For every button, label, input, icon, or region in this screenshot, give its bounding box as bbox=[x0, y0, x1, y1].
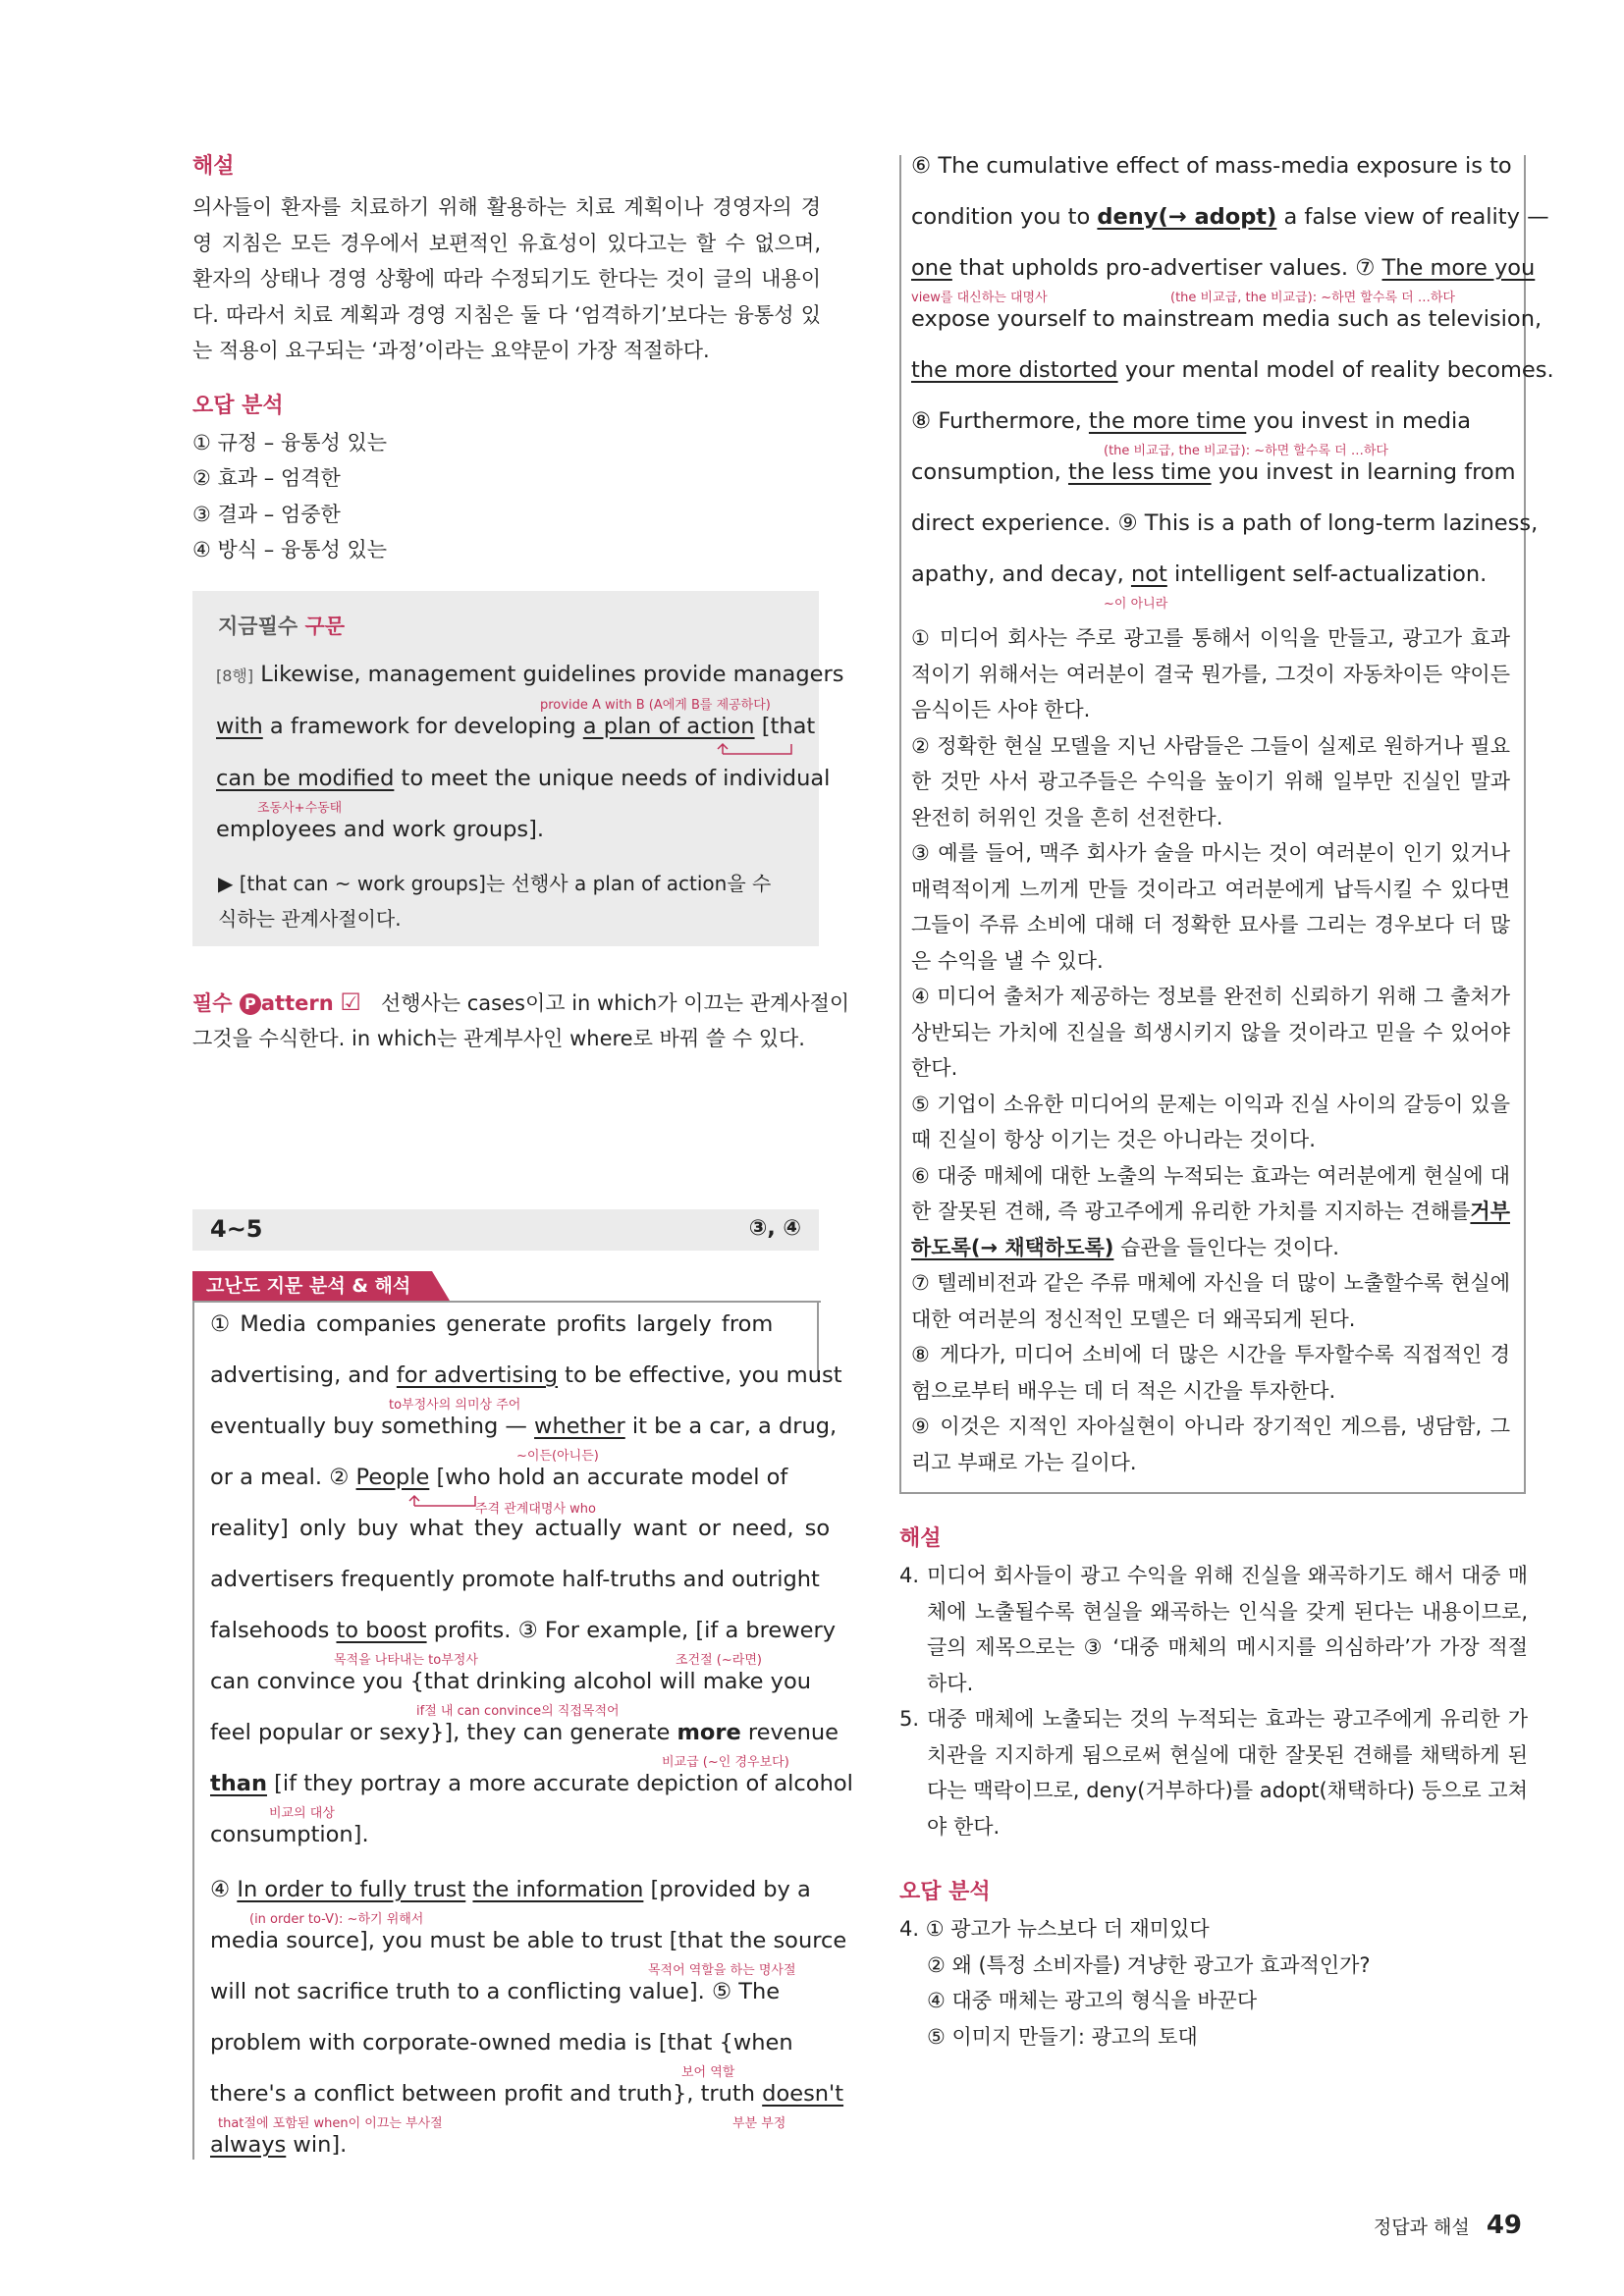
section-header-4-5 bbox=[192, 1209, 819, 1251]
gumun-line-3: can be modified to meet the unique needs of individual bbox=[216, 766, 831, 791]
annotation: if절 내 can convince의 직접목적어 bbox=[416, 1704, 620, 1719]
haeseol-title: 해설 bbox=[192, 154, 235, 179]
pattern-check-icon: ☑ bbox=[340, 988, 361, 1016]
passage-line: direct experience. ⑨ This is a path of long-term laziness, bbox=[911, 510, 1539, 536]
passage-line: advertisers frequently promote half-truths and outright bbox=[210, 1567, 820, 1592]
gumun-line-4: employees and work groups]. bbox=[216, 817, 545, 842]
annotation: 조건절 (~라면) bbox=[676, 1653, 762, 1668]
gumun-title: 지금필수 구문 bbox=[218, 614, 346, 638]
passage-line: feel popular or sexy}], they can generate more revenue bbox=[210, 1720, 839, 1745]
left-haeseol-section bbox=[192, 149, 821, 568]
passage-line: the more distorted your mental model of reality becomes. bbox=[911, 357, 1554, 383]
gumun-annotation-provide: provide A with B (A에게 B를 제공하다) bbox=[540, 698, 771, 713]
haeseol-body: 의사들이 환자를 치료하기 위해 활용하는 치료 계획이나 경영자의 경영 지침은 모든 경우에서 보편적인 유효성이 있다고는 할 수 없으며, 환자의 상태나 경영 상황에 따라 수정되기도 한다는 것이 글의 내용이다. 따라서 치료 계획과 경영 지침은 둘 다 ‘엄격하기’보다는 융통성 있는 적용이 요구되는 ‘과정’이라는 요약문이 가장 적절하다. bbox=[192, 195, 821, 362]
annotation: 목적어 역할을 하는 명사절 bbox=[648, 1963, 796, 1978]
annotation: 부분 부정 bbox=[732, 2116, 786, 2131]
arrow-icon bbox=[406, 1492, 485, 1510]
passage-line: consumption, the less time you invest in learning from bbox=[911, 459, 1516, 485]
passage-line: ⑧ Furthermore, the more time you invest in media bbox=[911, 408, 1472, 434]
odap-item: 4. ① 광고가 뉴스보다 더 재미있다 bbox=[899, 1917, 1210, 1941]
odap-list bbox=[192, 425, 821, 568]
footer-label: 정답과 해설 bbox=[1373, 2216, 1470, 2238]
gumun-annotation-passive: 조동사+수동태 bbox=[257, 801, 343, 816]
odap-item: ① 규정 – 융통성 있는 bbox=[192, 430, 388, 454]
annotation: 비교급 (~인 경우보다) bbox=[662, 1755, 789, 1770]
passage-line: ① Media companies generate profits largely from bbox=[210, 1311, 774, 1337]
pattern-note bbox=[192, 985, 850, 1056]
odap-item: ④ 방식 – 융통성 있는 bbox=[192, 538, 388, 561]
gumun-line-2: with a framework for developing a plan of action [that bbox=[216, 714, 816, 739]
passage-line: falsehoods to boost profits. ③ For example, [if a brewery bbox=[210, 1618, 837, 1643]
trans-item: ① 미디어 회사는 주로 광고를 통해서 이익을 만들고, 광고가 효과적이기 위해서는 여러분이 결국 뭔가를, 그것이 자동차이든 약이든 음식이든 사야 한다. bbox=[911, 626, 1510, 721]
section-tab: 고난도 지문 분석 & 해석 bbox=[192, 1271, 432, 1301]
odap-item: ③ 결과 – 엄중한 bbox=[192, 502, 341, 526]
annotation: (in order to-V): ~하기 위해서 bbox=[249, 1912, 424, 1927]
trans-item: ⑧ 게다가, 미디어 소비에 더 많은 시간을 투자할수록 직접적인 경험으로부터 배우는 데 더 적은 시간을 투자한다. bbox=[911, 1343, 1510, 1403]
section-answers: ③, ④ bbox=[748, 1216, 801, 1241]
passage-line: advertising, and for advertising to be effective, you must bbox=[210, 1362, 842, 1388]
right-haeseol-section bbox=[899, 1522, 1528, 1844]
gumun-note-1: ▶ [that can ~ work groups]는 선행사 a plan of action을 수 bbox=[218, 872, 772, 895]
odap-item: ② 효과 – 엄격한 bbox=[192, 466, 341, 490]
annotation: 주격 관계대명사 who bbox=[475, 1502, 596, 1517]
passage-line: always win]. bbox=[210, 2132, 348, 2158]
trans-item: ⑨ 이것은 지적인 자아실현이 아니라 장기적인 게으름, 냉담함, 그리고 부패로 가는 길이다. bbox=[911, 1415, 1510, 1474]
passage-line: ⑥ The cumulative effect of mass-media exposure is to bbox=[911, 153, 1512, 179]
trans-item: ④ 미디어 출처가 제공하는 정보를 완전히 신뢰하기 위해 그 출처가 상반되는 가치에 진실을 희생시키지 않을 것이라고 믿을 수 있어야 한다. bbox=[911, 985, 1510, 1080]
gumun-note-2: 식하는 관계사절이다. bbox=[218, 907, 402, 931]
annotation: 비교의 대상 bbox=[269, 1806, 335, 1821]
annotation: (the 비교급, the 비교급): ~하면 할수록 더 …하다 bbox=[1104, 444, 1388, 458]
haeseol-item: 4. 미디어 회사들이 광고 수익을 위해 진실을 왜곡하기도 해서 대중 매체에 노출될수록 현실을 왜곡하는 인식을 갖게 된다는 내용이므로, 글의 제목으로는 ③ ‘대중 매체의 메시지를 의심하라’가 가장 적절하다. bbox=[899, 1564, 1528, 1695]
annotation: to부정사의 의미상 주어 bbox=[389, 1398, 521, 1413]
korean-translation bbox=[911, 620, 1510, 1480]
passage-line: can convince you {that drinking alcohol will make you bbox=[210, 1669, 812, 1694]
page-footer bbox=[1374, 2211, 1522, 2240]
passage-line: one that upholds pro-advertiser values. ⑦ The more you bbox=[911, 255, 1536, 281]
trans-item: ③ 예를 들어, 맥주 회사가 술을 마시는 것이 여러분이 인기 있거나 매력적이게 느끼게 만들 것이라고 여러분에게 납득시킬 수 있다면 그들이 주류 소비에 대해 더 정확한 묘사를 그리는 경우보다 더 많은 수익을 낼 수 있다. bbox=[911, 841, 1510, 973]
passage-line: apathy, and decay, not intelligent self-actualization. bbox=[911, 561, 1488, 587]
haeseol-item: 5. 대중 매체에 노출되는 것의 누적되는 효과는 광고주에게 유리한 가치관을 지지하게 됨으로써 현실에 대한 잘못된 견해를 채택하게 된다는 맥락이므로, deny(거부하다)를 adopt(채택하다) 등으로 고쳐야 한다. bbox=[899, 1707, 1528, 1839]
annotation: (the 비교급, the 비교급): ~하면 할수록 더 …하다 bbox=[1170, 291, 1455, 305]
right-odap-section bbox=[899, 1875, 1528, 2055]
odap-title: 오답 분석 bbox=[899, 1880, 991, 1904]
annotation: 목적을 나타내는 to부정사 bbox=[334, 1653, 478, 1668]
passage-line: media source], you must be able to trust [that the source bbox=[210, 1928, 847, 1953]
annotation: ~이 아니라 bbox=[1104, 597, 1168, 612]
annotation: ~이든(아니든) bbox=[516, 1449, 599, 1464]
trans-item: ② 정확한 현실 모델을 지닌 사람들은 그들이 실제로 원하거나 필요한 것만 사서 광고주들은 수익을 높이기 위해 일부만 진실인 말과 완전히 허위인 것을 흔히 선전한다. bbox=[911, 733, 1510, 829]
odap-list bbox=[899, 1911, 1528, 2055]
pattern-line-2: 그것을 수식한다. in which는 관계부사인 where로 바꿔 쓸 수 있다. bbox=[192, 1027, 805, 1050]
passage-line: or a meal. ② People [who hold an accurate model of bbox=[210, 1465, 788, 1490]
gumun-box bbox=[192, 591, 844, 946]
annotation: 보어 역할 bbox=[681, 2065, 735, 2080]
pattern-line-1: 필수 P attern ☑ 선행사는 cases이고 in which가 이끄는 관계사절이 bbox=[192, 988, 850, 1016]
passage-line: than [if they portray a more accurate depiction of alcohol bbox=[210, 1771, 853, 1796]
passage-line: problem with corporate-owned media is [that {when bbox=[210, 2030, 793, 2056]
odap-title: 오답 분석 bbox=[192, 393, 284, 418]
passage-line: condition you to deny(→ adopt) a false view of reality — bbox=[911, 204, 1549, 230]
trans-item: ⑦ 텔레비전과 같은 주류 매체에 자신을 더 많이 노출할수록 현실에 대한 여러분의 정신적인 모델은 더 왜곡되게 된다. bbox=[911, 1271, 1510, 1331]
pattern-p-icon: P bbox=[240, 993, 261, 1015]
passage-line: reality] only buy what they actually want or need, so bbox=[210, 1516, 831, 1541]
passage-line: ④ In order to fully trust the information [provided by a bbox=[210, 1877, 811, 1902]
gumun-line-1: [8행] Likewise, management guidelines provide managers bbox=[216, 662, 844, 687]
page-number: 49 bbox=[1486, 2211, 1522, 2240]
section-range: 4~5 bbox=[210, 1215, 263, 1243]
passage-line: consumption]. bbox=[210, 1822, 369, 1847]
odap-item: ⑤ 이미지 만들기: 광고의 토대 bbox=[927, 2024, 1198, 2049]
gumun-arrow bbox=[713, 740, 801, 760]
odap-item: ④ 대중 매체는 광고의 형식을 바꾼다 bbox=[927, 1989, 1258, 2012]
annotation: view를 대신하는 대명사 bbox=[911, 291, 1048, 305]
passage-line: expose yourself to mainstream media such as television, bbox=[911, 306, 1543, 332]
passage-line: there's a conflict between profit and truth}, truth doesn't bbox=[210, 2081, 844, 2107]
passage-line: will not sacrifice truth to a conflicting value]. ⑤ The bbox=[210, 1979, 781, 2004]
haeseol-list bbox=[899, 1558, 1528, 1844]
annotation: that절에 포함된 when이 이끄는 부사절 bbox=[218, 2116, 443, 2131]
odap-item: ② 왜 (특정 소비자를) 겨냥한 광고가 효과적인가? bbox=[927, 1952, 1371, 1977]
trans-item: ⑤ 기업이 소유한 미디어의 문제는 이익과 진실 사이의 갈등이 있을 때 진실이 항상 이기는 것은 아니라는 것이다. bbox=[911, 1092, 1510, 1151]
trans-item: ⑥ 대중 매체에 대한 노출의 누적되는 효과는 여러분에게 현실에 대한 잘못된 견해, 즉 광고주에게 유리한 가치를 지지하는 견해를거부하도록(→ 채택하도록) 습관을 들인다는 것이다. bbox=[911, 1163, 1510, 1259]
passage-line: eventually buy something — whether it be a car, a drug, bbox=[210, 1414, 838, 1439]
haeseol-title: 해설 bbox=[899, 1526, 942, 1551]
